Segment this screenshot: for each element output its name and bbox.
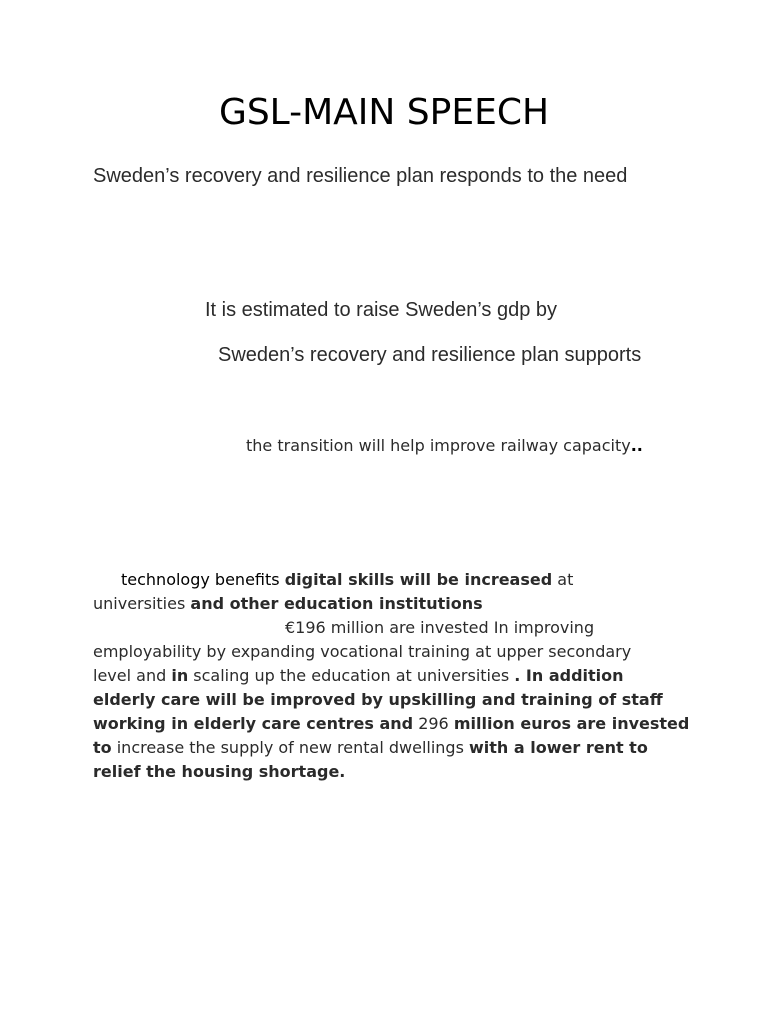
para-s1: technology benefits — [121, 570, 285, 589]
paragraph-line-5 — [93, 664, 693, 688]
text-line-gdp-estimate: It is estimated to raise Sweden’s gdp by — [205, 299, 558, 321]
para-s13: working in elderly care centres and — [93, 714, 414, 733]
railway-text: the transition will help improve railway capacity — [246, 436, 631, 455]
para-s5: and other education institutions — [190, 594, 483, 613]
paragraph-line-4 — [93, 640, 693, 664]
para-s12: elderly care will be improved by upskilling and training of staff — [93, 690, 663, 709]
text-line-recovery-plan-need: Sweden’s recovery and resilience plan responds to the need — [93, 165, 628, 187]
paragraph-line-9 — [93, 760, 693, 784]
para-s15: million euros are invested — [453, 714, 690, 733]
railway-dots: .. — [630, 436, 643, 455]
paragraph-line-7 — [93, 712, 693, 736]
para-s3: at — [552, 570, 574, 589]
text-line-plan-supports: Sweden’s recovery and resilience plan supports — [218, 344, 642, 366]
para-s11: . In addition — [514, 666, 624, 685]
para-s4: universities — [93, 594, 191, 613]
paragraph-line-8 — [93, 736, 693, 760]
para-s6: €196 million are invested In improving — [285, 618, 595, 637]
para-s2: digital skills will be increased — [284, 570, 553, 589]
para-s16: to — [93, 738, 112, 757]
paragraph-line-6 — [93, 688, 693, 712]
para-s9: in — [171, 666, 189, 685]
para-s18: with a lower rent to — [469, 738, 648, 757]
paragraph-line-3 — [93, 616, 693, 640]
text-line-railway-capacity — [246, 436, 643, 455]
para-s8: level and — [93, 666, 172, 685]
document-title: GSL-MAIN SPEECH — [218, 92, 550, 133]
para-s10: scaling up the education at universities — [188, 666, 515, 685]
para-s19: relief the housing shortage. — [93, 762, 346, 781]
para-s14: 296 — [413, 714, 454, 733]
para-s17: increase the supply of new rental dwellings — [111, 738, 470, 757]
paragraph-line-2 — [93, 592, 693, 616]
body-paragraph — [93, 568, 693, 784]
paragraph-line-1 — [93, 568, 693, 592]
para-s7: employability by expanding vocational training at upper secondary — [93, 642, 632, 661]
